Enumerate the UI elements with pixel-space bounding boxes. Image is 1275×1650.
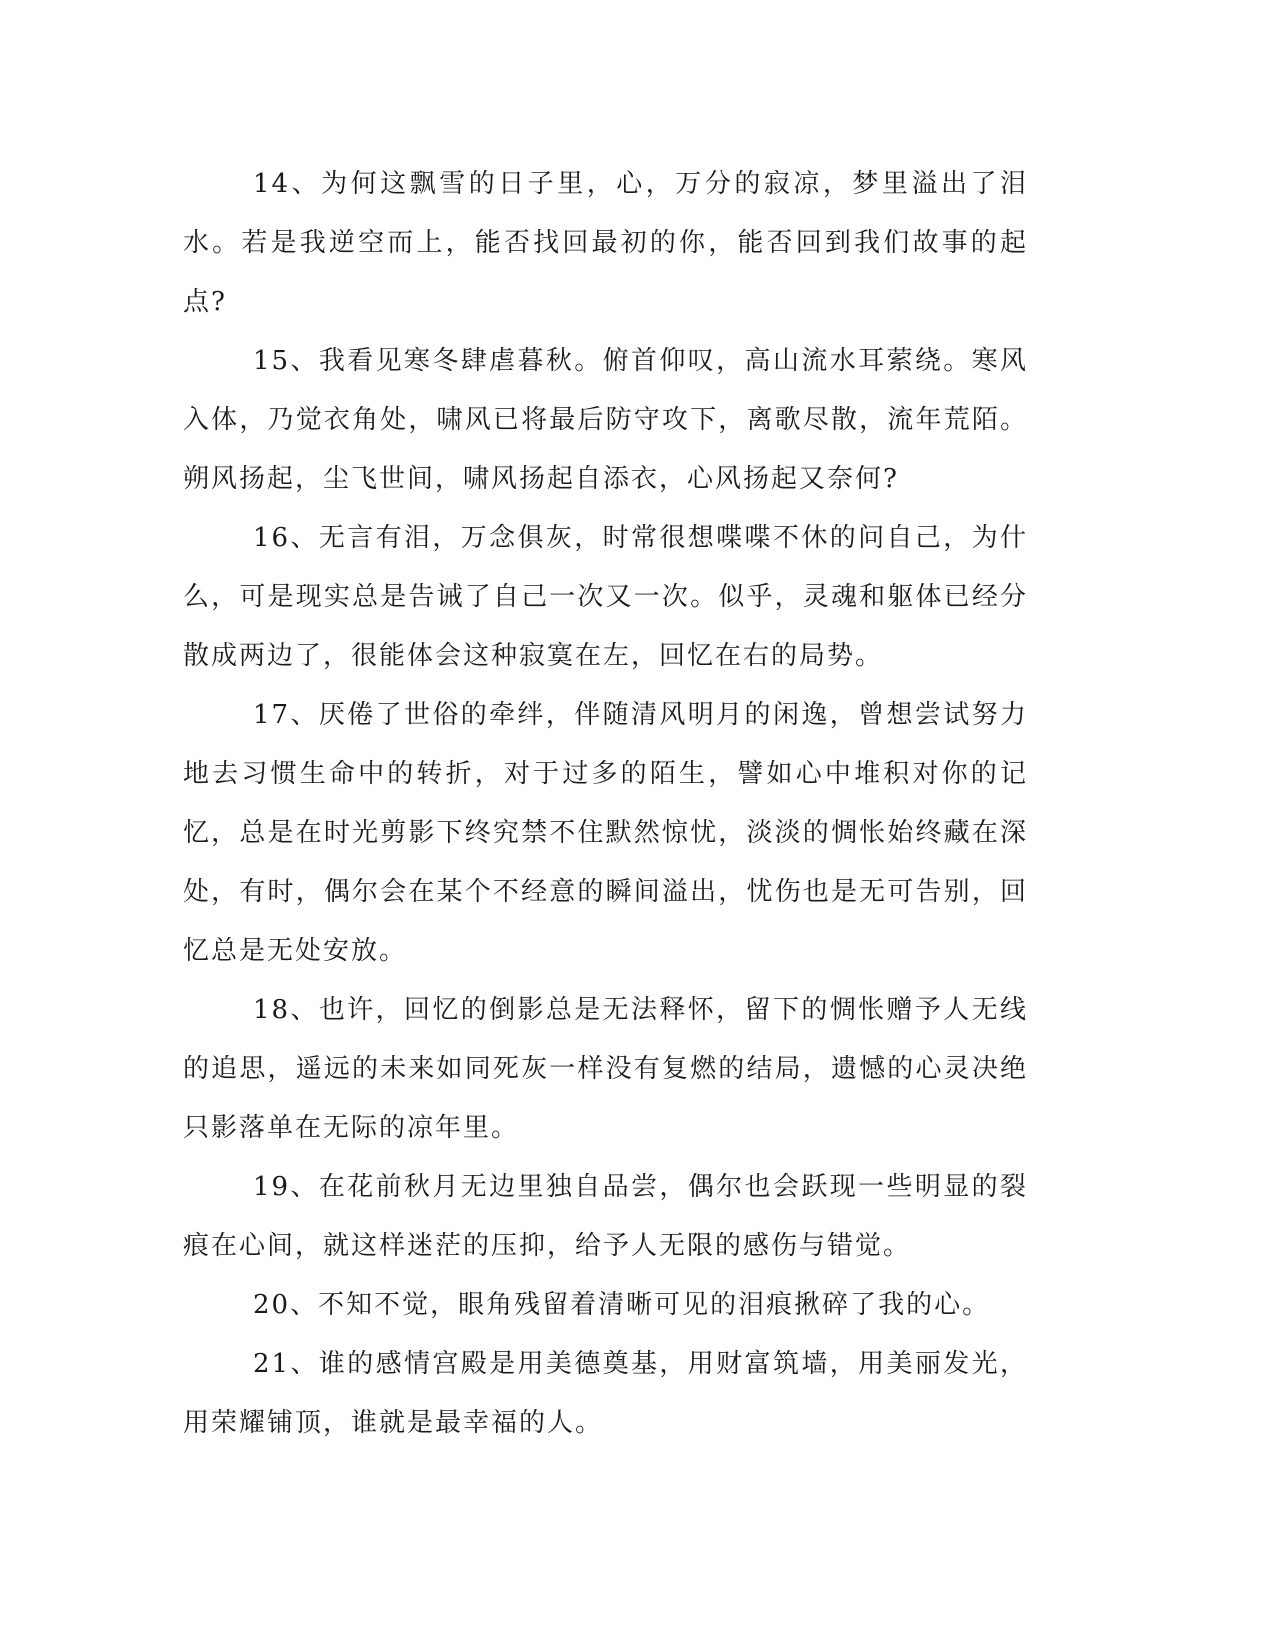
paragraph-14: 14、为何这飘雪的日子里，心，万分的寂凉，梦里溢出了泪水。若是我逆空而上，能否找回最初的你，能否回到我们故事的起点?	[183, 169, 1028, 317]
paragraph-18: 18、也许，回忆的倒影总是无法释怀，留下的惆怅赠予人无线的追思，遥远的未来如同死灰一样没有复燃的结局，遗憾的心灵决绝只影落单在无际的凉年里。	[183, 995, 1028, 1143]
paragraph-19: 19、在花前秋月无边里独自品尝，偶尔也会跃现一些明显的裂痕在心间，就这样迷茫的压抑，给予人无限的感伤与错觉。	[183, 1172, 1028, 1261]
paragraph-15: 15、我看见寒冬肆虐暮秋。俯首仰叹，高山流水耳萦绕。寒风入体，乃觉衣角处，啸风已将最后防守攻下，离歌尽散，流年荒陌。朔风扬起，尘飞世间，啸风扬起自添衣，心风扬起又奈何?	[183, 346, 1028, 494]
paragraph-17: 17、厌倦了世俗的牵绊，伴随清风明月的闲逸，曾想尝试努力地去习惯生命中的转折，对于过多的陌生，譬如心中堆积对你的记忆，总是在时光剪影下终究禁不住默然惊忧，淡淡的惆怅始终藏在深处，有时，偶尔会在某个不经意的瞬间溢出，忧伤也是无可告别，回忆总是无处安放。	[183, 700, 1028, 966]
paragraph-20: 20、不知不觉，眼角残留着清晰可见的泪痕揪碎了我的心。	[253, 1290, 991, 1320]
document-body	[183, 155, 1028, 1453]
paragraph-21: 21、谁的感情宫殿是用美德奠基，用财富筑墙，用美丽发光，用荣耀铺顶，谁就是最幸福的人。	[183, 1349, 1028, 1438]
paragraph-16: 16、无言有泪，万念俱灰，时常很想喋喋不休的问自己，为什么，可是现实总是告诫了自己一次又一次。似乎，灵魂和躯体已经分散成两边了，很能体会这种寂寞在左，回忆在右的局势。	[183, 523, 1028, 671]
